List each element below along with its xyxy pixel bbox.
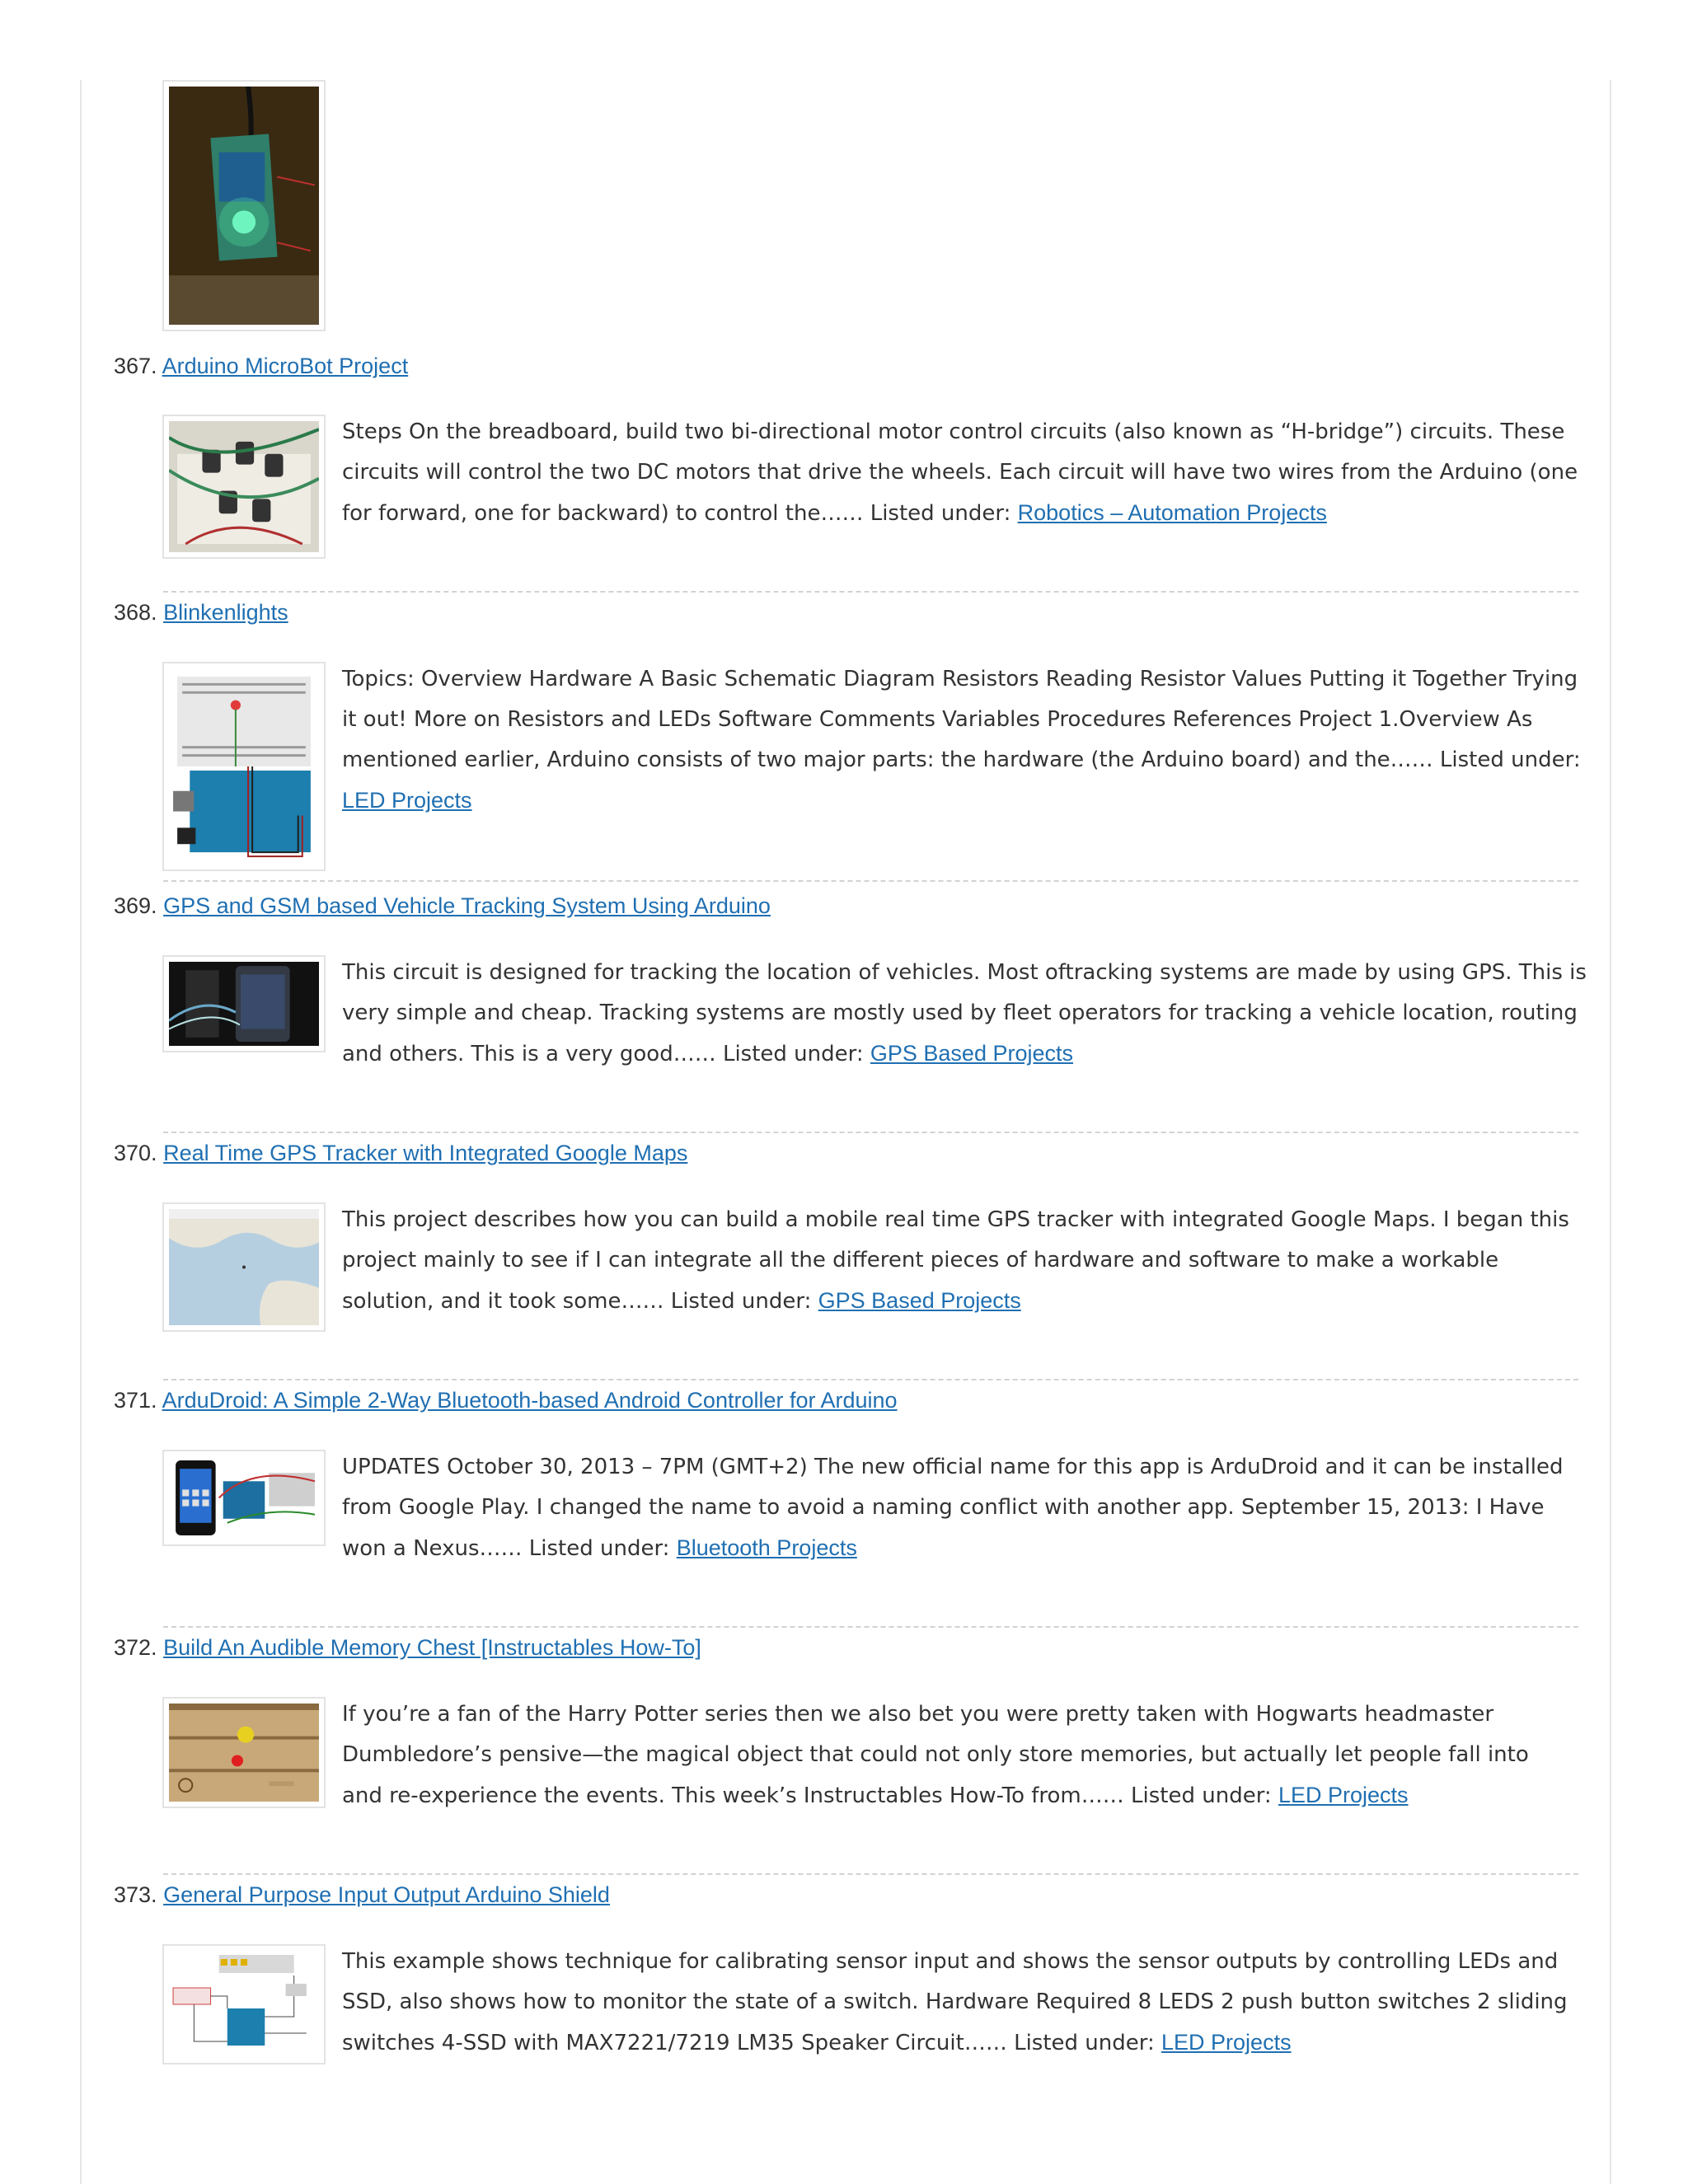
entry-thumbnail[interactable]: [162, 1202, 326, 1332]
entry-number: 370.: [114, 1141, 157, 1165]
entry-heading-372: [114, 1634, 701, 1661]
entry-description-text: If you’re a fan of the Harry Potter series then we also bet you were pretty taken with Hogwarts headmaster Dumbledore’s pensive—the magical object that could not only store memories, but actually let people fall into and re-experience the events. This week’s Instructables How-To from…… Listed under:: [342, 1702, 1529, 1808]
entry-thumbnail[interactable]: [162, 415, 326, 559]
entry-category-link[interactable]: LED Projects: [1161, 2030, 1292, 2055]
entry-title-link[interactable]: ArduDroid: A Simple 2-Way Bluetooth-based Android Controller for Arduino: [162, 1388, 898, 1413]
entry-separator: [163, 591, 1578, 593]
entry-thumbnail[interactable]: [162, 1944, 326, 2064]
entry-thumbnail[interactable]: [162, 1450, 326, 1546]
entry-category-link[interactable]: Robotics – Automation Projects: [1017, 500, 1327, 525]
entry-title-link[interactable]: Arduino MicroBot Project: [162, 354, 409, 378]
entry-separator: [163, 1626, 1578, 1628]
entry-description: [342, 1694, 1574, 1816]
entry-description-text: Steps On the breadboard, build two bi-directional motor control circuits (also known as “H-bridge”) circuits. These circuits will control the two DC motors that drive the wheels. Each circuit will have two wires from the Arduino (one for forward, one for backward) to control the…… Listed under:: [342, 419, 1578, 526]
entry-description: [342, 659, 1582, 822]
entry-description-text: This circuit is designed for tracking the location of vehicles. Most oftracking systems are made by using GPS. This is very simple and cheap. Tracking systems are mostly used by fleet operators for tracking a vehicle location, routing and others. This is a very good…… Listed under:: [342, 960, 1587, 1066]
entry-description-text: UPDATES October 30, 2013 – 7PM (GMT+2) The new official name for this app is ArduDroid and it can be installed from Google Play. I changed the name to avoid a naming conflict with another app. September 15, 2013: I Have won a Nexus…… Listed under:: [342, 1455, 1564, 1561]
entry-category-link[interactable]: LED Projects: [342, 788, 472, 813]
entry-description-text: This project describes how you can build a mobile real time GPS tracker with integrated Google Maps. I began this project mainly to see if I can integrate all the different pieces of hardware and software to make a workable solution, and it took some…… Listed under:: [342, 1207, 1569, 1314]
entry-separator: [163, 1379, 1578, 1380]
entry-number: 367.: [114, 354, 157, 378]
entry-number: 368.: [114, 600, 157, 625]
entry-category-link[interactable]: GPS Based Projects: [870, 1041, 1074, 1066]
entry-heading-368: [114, 599, 288, 626]
entry-description: [342, 412, 1578, 534]
entry-title-link[interactable]: Build An Audible Memory Chest [Instructables How-To]: [163, 1635, 701, 1660]
entry-category-link[interactable]: Bluetooth Projects: [676, 1535, 857, 1560]
entry-heading-367: [114, 353, 408, 379]
entry-title-link[interactable]: Blinkenlights: [163, 600, 288, 625]
entry-number: 373.: [114, 1882, 157, 1907]
entry-description: [342, 1942, 1582, 2064]
entry-heading-370: [114, 1140, 687, 1166]
entry-thumbnail[interactable]: [162, 955, 326, 1052]
entry-description: [342, 1200, 1582, 1322]
entry-thumbnail[interactable]: [162, 1697, 326, 1808]
entry-title-link[interactable]: GPS and GSM based Vehicle Tracking System Using Arduino: [163, 893, 771, 918]
entry-description-text: This example shows technique for calibrating sensor input and shows the sensor outputs by controlling LEDs and SSD, also shows how to monitor the state of a switch. Hardware Required 8 LEDS 2 push button switches 2 sliding switches 4-SSD with MAX7221/7219 LM35 Speaker Circuit…… Listed under:: [342, 1949, 1568, 2055]
entry-category-link[interactable]: LED Projects: [1278, 1783, 1409, 1807]
entry-separator: [163, 880, 1578, 882]
entry-heading-371: [114, 1387, 898, 1413]
entry-description: [342, 953, 1587, 1075]
entry-heading-373: [114, 1882, 610, 1908]
entry-category-link[interactable]: GPS Based Projects: [818, 1288, 1021, 1313]
entry-title-link[interactable]: General Purpose Input Output Arduino Shield: [163, 1882, 610, 1907]
entry-title-link[interactable]: Real Time GPS Tracker with Integrated Google Maps: [163, 1141, 688, 1165]
entry-separator: [163, 1873, 1578, 1875]
entry-description: [342, 1447, 1574, 1569]
entry-description-text: Topics: Overview Hardware A Basic Schematic Diagram Resistors Reading Resistor Values Putting it Together Trying it out! More on Resistors and LEDs Software Comments Variables Procedures References Project 1.Overview As mentioned earlier, Arduino consists of two major parts: the hardware (the Arduino board) and the…… Listed under:: [342, 667, 1581, 772]
entry-number: 371.: [114, 1388, 157, 1413]
entry-thumbnail[interactable]: [162, 662, 326, 871]
entry-number: 369.: [114, 893, 157, 918]
entry-separator: [163, 1132, 1578, 1133]
entry-number: 372.: [114, 1635, 157, 1660]
entry-heading-369: [114, 893, 771, 919]
entry-thumbnail-previous[interactable]: [162, 80, 326, 331]
